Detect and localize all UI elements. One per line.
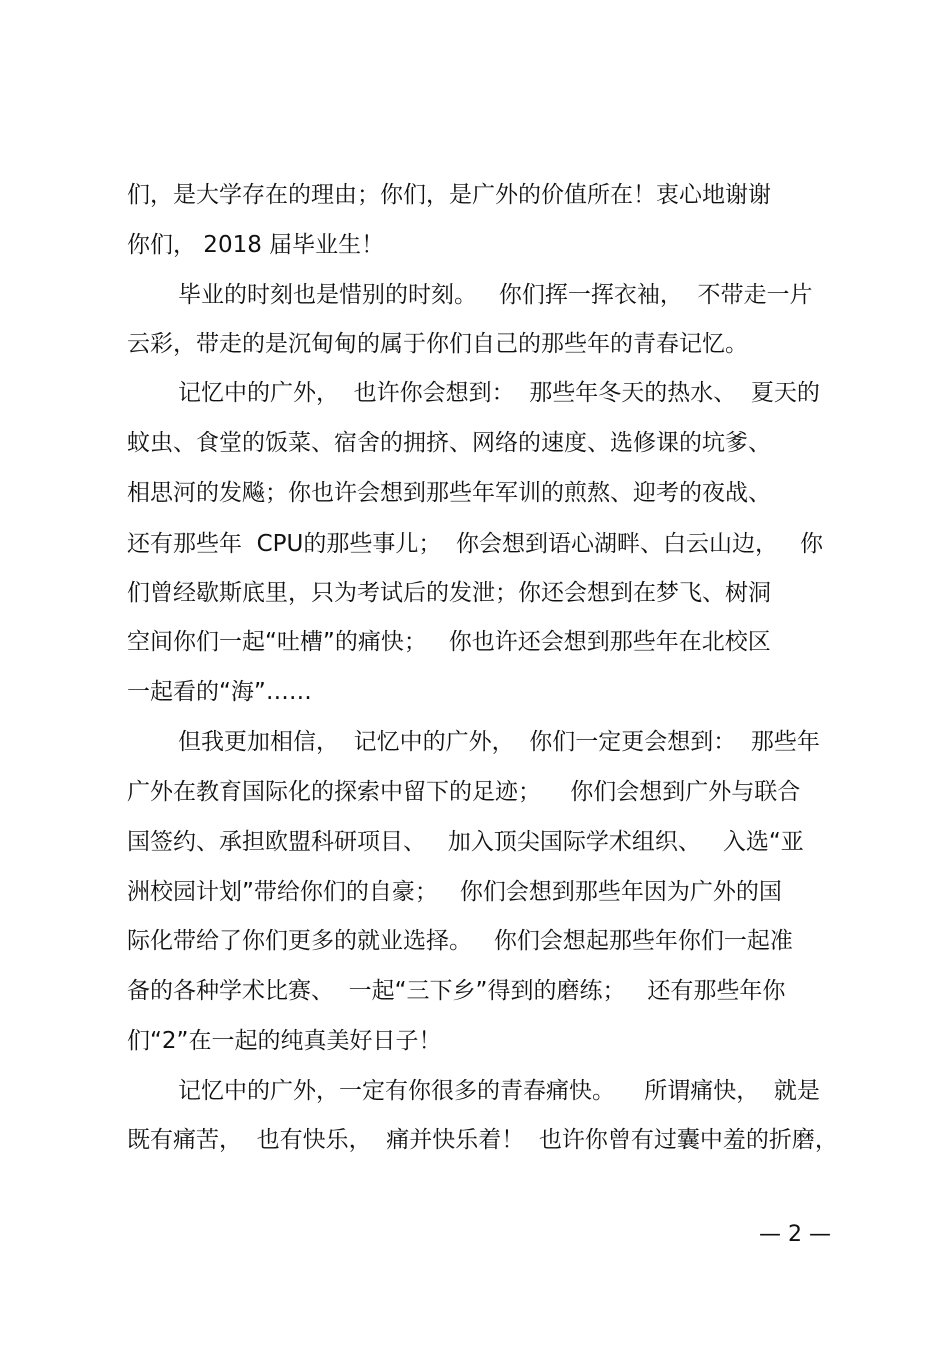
text-line: 们曾经歇斯底里，只为考试后的发泄；你还会想到在梦飞、树洞 — [127, 580, 771, 606]
text-line: 洲校园计划”带给你们的自豪； 你们会想到那些年因为广外的国 — [127, 879, 782, 905]
text-line: 广外在教育国际化的探索中留下的足迹； 你们会想到广外与联合 — [127, 779, 801, 805]
text-line: 记忆中的广外， 也许你会想到： 那些年冬天的热水、 夏天的 — [178, 380, 820, 406]
text-line: 你们， 2018 届毕业生！ — [127, 232, 385, 258]
text-line: 既有痛苦， 也有快乐， 痛并快乐着！ 也许你曾有过囊中羞的折磨， — [127, 1127, 838, 1153]
text-line: 国签约、承担欧盟科研项目、 加入顶尖国际学术组织、 入选“亚 — [127, 829, 804, 855]
text-line: 际化带给了你们更多的就业选择。 你们会想起那些年你们一起准 — [127, 928, 793, 954]
page-number: — 2 — — [759, 1222, 831, 1247]
text-line: 但我更加相信， 记忆中的广外， 你们一定更会想到： 那些年 — [178, 729, 820, 755]
text-line: 空间你们一起“吐槽”的痛快； 你也许还会想到那些年在北校区 — [127, 629, 771, 655]
text-line: 一起看的“海”…… — [127, 679, 312, 705]
text-line: 记忆中的广外，一定有你很多的青春痛快。 所谓痛快， 就是 — [178, 1078, 820, 1104]
text-line: 还有那些年 CPU的那些事儿； 你会想到语心湖畔、白云山边， 你 — [127, 531, 823, 557]
text-line: 毕业的时刻也是惜别的时刻。 你们挥一挥衣袖， 不带走一片 — [178, 282, 813, 308]
text-line: 相思河的发飚；你也许会想到那些年军训的煎熬、迎考的夜战、 — [127, 480, 771, 506]
text-line: 云彩，带走的是沉甸甸的属于你们自己的那些年的青春记忆。 — [127, 331, 748, 357]
text-line: 蚊虫、食堂的饭菜、宿舍的拥挤、网络的速度、选修课的坑爹、 — [127, 430, 771, 456]
text-line: 们，是大学存在的理由；你们，是广外的价值所在！衷心地谢谢 — [127, 182, 771, 208]
text-line: 们“2”在一起的纯真美好日子！ — [127, 1028, 442, 1054]
text-line: 备的各种学术比赛、 一起“三下乡”得到的磨练； 还有那些年你 — [127, 978, 786, 1004]
